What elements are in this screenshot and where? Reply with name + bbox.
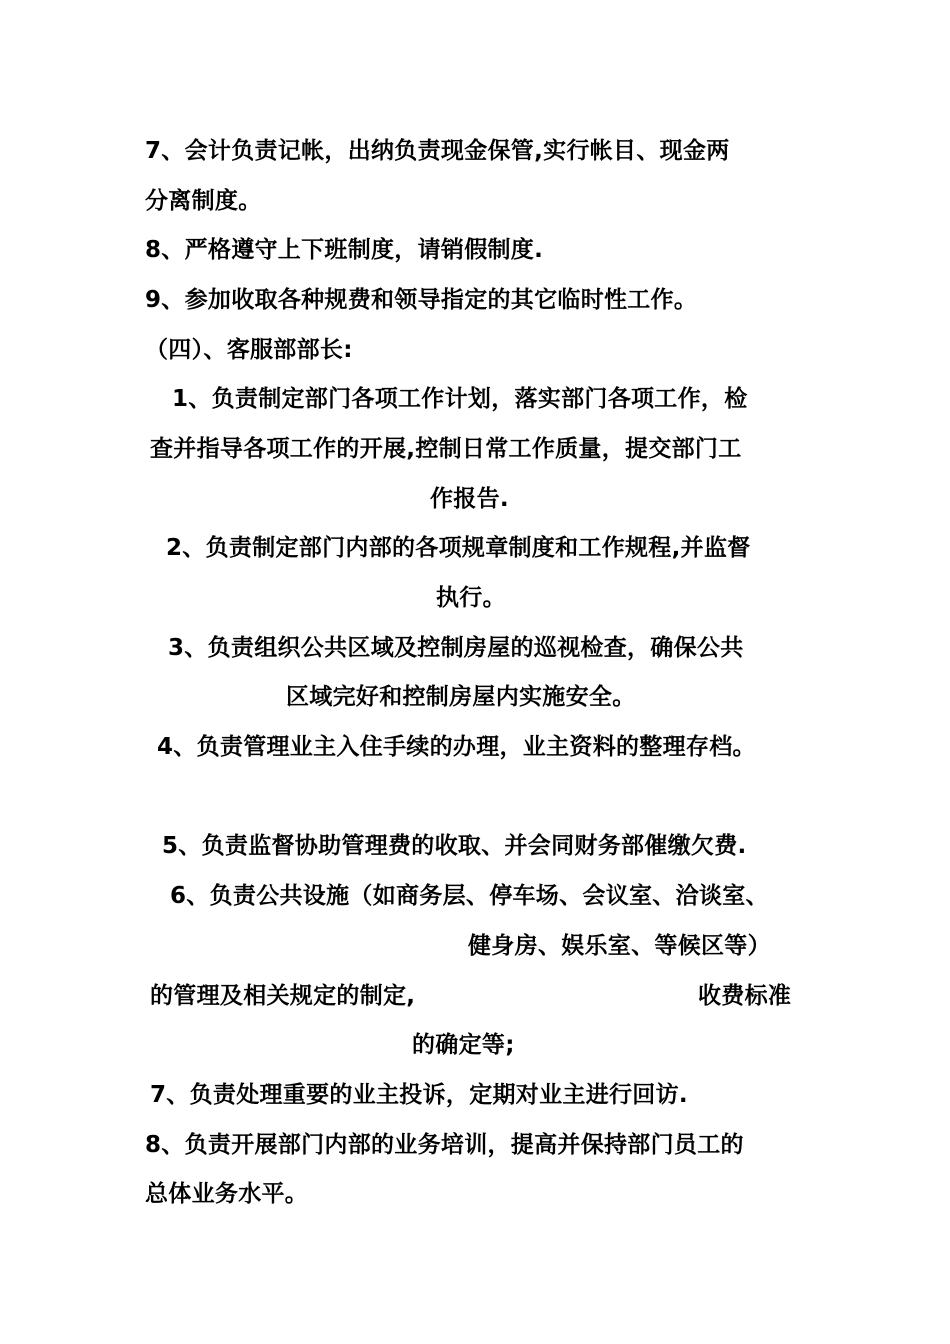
text-line-17: 的管理及相关规定的制定, (150, 983, 416, 1009)
text-line-20: 8、负责开展部门内部的业务培训，提高并保持部门员工的 (145, 1132, 744, 1158)
text-line-4: 9、参加收取各种规费和领导指定的其它临时性工作。 (145, 287, 698, 313)
text-line-6: 1、负责制定部门各项工作计划，落实部门各项工作，检 (172, 386, 748, 412)
section-heading: （四）、客服部部长: (145, 337, 353, 363)
text-line-11: 3、负责组织公共区域及控制房屋的巡视检查，确保公共 (168, 635, 744, 661)
text-line-19: 7、负责处理重要的业主投诉，定期对业主进行回访. (150, 1082, 688, 1108)
text-line-17b: 收费标准 (698, 983, 792, 1009)
text-line-16: 健身房、娱乐室、等候区等） (468, 933, 771, 959)
text-line-9: 2、负责制定部门内部的各项规章制度和工作规程,并监督 (166, 535, 751, 561)
text-line-2: 分离制度。 (145, 188, 262, 214)
text-line-15: 6、负责公共设施（如商务层、停车场、会议室、洽谈室、 (170, 883, 769, 909)
text-line-7: 查并指导各项工作的开展,控制日常工作质量，提交部门工 (150, 436, 742, 462)
text-line-12: 区域完好和控制房屋内实施安全。 (286, 684, 636, 710)
text-line-18: 的确定等; (412, 1032, 515, 1058)
text-line-21: 总体业务水平。 (145, 1181, 309, 1207)
text-line-13: 4、负责管理业主入住手续的办理，业主资料的整理存档。 (157, 734, 756, 760)
text-line-14: 5、负责监督协助管理费的收取、并会同财务部催缴欠费. (162, 833, 747, 859)
text-line-1: 7、会计负责记帐，出纳负责现金保管,实行帐目、现金两 (145, 138, 730, 164)
text-line-8: 作报告. (430, 486, 509, 512)
text-line-10: 执行。 (436, 585, 506, 611)
text-line-3: 8、严格遵守上下班制度，请销假制度. (145, 237, 544, 263)
